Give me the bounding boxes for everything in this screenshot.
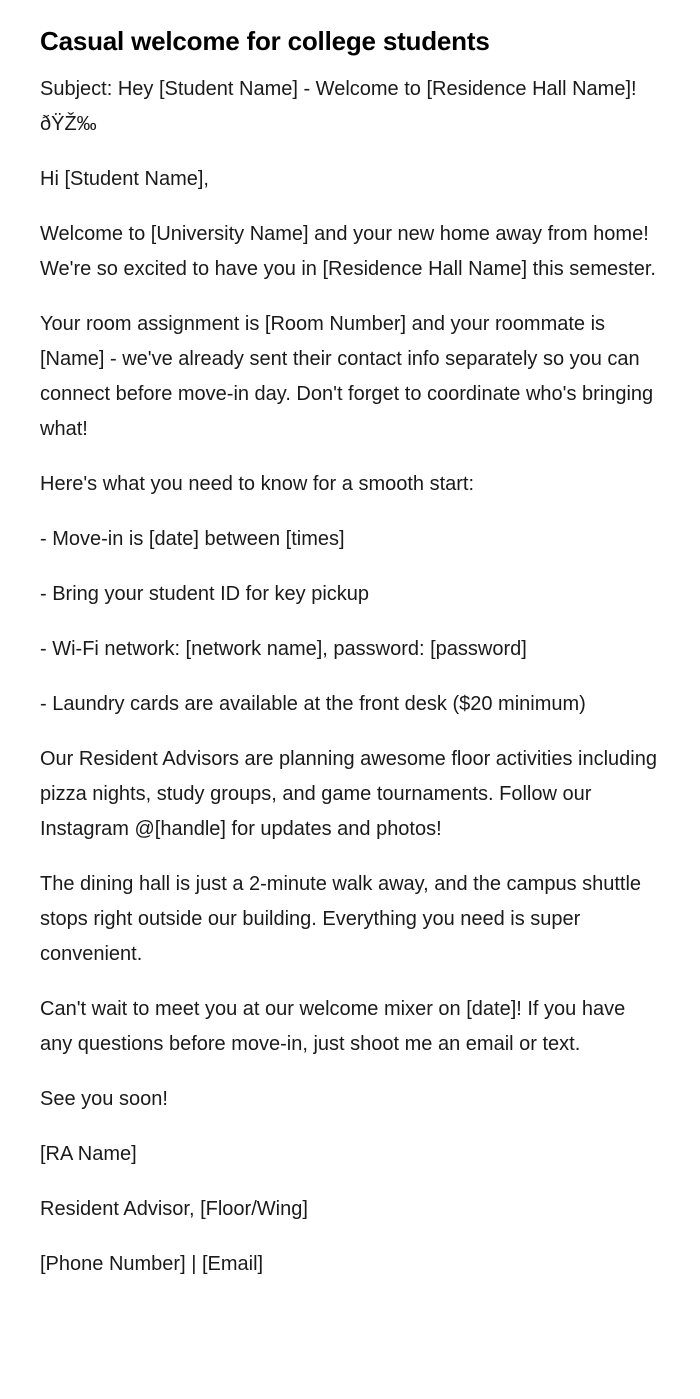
signature-contact: [Phone Number] | [Email] (40, 1253, 264, 1275)
email-greeting: Hi [Student Name], (40, 168, 209, 190)
list-item-move-in: - Move-in is [date] between [times] (40, 528, 345, 550)
signature-name: [RA Name] (40, 1143, 137, 1165)
body-paragraph-dining: The dining hall is just a 2-minute walk away, and the campus shuttle stops right outside our building. Everything you need is super convenient. (40, 873, 642, 965)
body-paragraph-welcome: Welcome to [University Name] and your new home away from home! We're so excited to have you in [Residence Hall Name] this semester. (40, 223, 656, 280)
document-title: Casual welcome for college students (40, 26, 490, 56)
list-item-wifi: - Wi-Fi network: [network name], password: [password] (40, 638, 527, 660)
list-item-laundry: - Laundry cards are available at the front desk ($20 minimum) (40, 693, 586, 715)
signature-role: Resident Advisor, [Floor/Wing] (40, 1198, 308, 1220)
body-paragraph-list-intro: Here's what you need to know for a smooth start: (40, 473, 475, 495)
body-paragraph-mixer: Can't wait to meet you at our welcome mixer on [date]! If you have any questions before move-in, just shoot me an email or text. (40, 998, 626, 1055)
body-paragraph-room-assignment: Your room assignment is [Room Number] and your roommate is [Name] - we've already sent their contact info separately so you can connect before move-in day. Don't forget to coordinate who's bringing what! (40, 313, 654, 440)
email-signoff: See you soon! (40, 1088, 168, 1110)
body-paragraph-activities: Our Resident Advisors are planning awesome floor activities including pizza nights, study groups, and game tournaments. Follow our Instagram @[handle] for updates and photos! (40, 748, 657, 840)
list-item-student-id: - Bring your student ID for key pickup (40, 583, 370, 605)
email-subject: Subject: Hey [Student Name] - Welcome to [Residence Hall Name]! ðŸŽ‰ (40, 78, 637, 135)
